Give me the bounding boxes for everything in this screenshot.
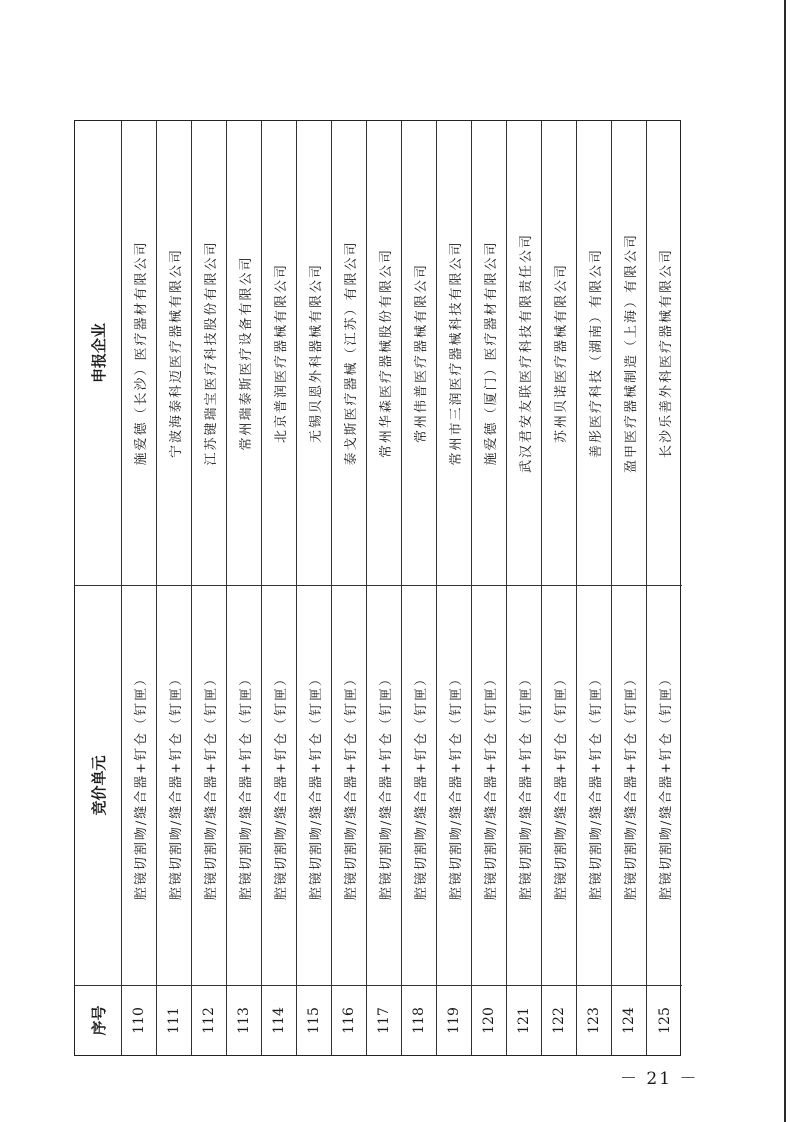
cell-serial-no: 112 — [192, 985, 226, 1055]
cell-company: 常州伟普医疗器械有限公司 — [413, 263, 429, 444]
cell-company: 江苏键瑞宝医疗科技股份有限公司 — [203, 240, 219, 466]
cell-serial-no: 117 — [367, 985, 401, 1055]
cell-bid-unit: 腔镜切割吻/缝合器+钉仓（钉匣） — [157, 585, 191, 985]
page-number: － 21 － — [620, 1069, 699, 1089]
cell-bid-unit: 腔镜切割吻/缝合器+钉仓（钉匣） — [577, 585, 611, 985]
table-row — [647, 121, 682, 1055]
cell-bid-unit: 腔镜切割吻/缝合器+钉仓（钉匣） — [542, 585, 576, 985]
table-row — [437, 121, 472, 1055]
cell-serial-no: 110 — [122, 985, 156, 1055]
table-row — [192, 121, 227, 1055]
table-header-row — [75, 121, 122, 1055]
cell-company: 泰戈斯医疗器械（江苏）有限公司 — [343, 240, 359, 466]
table-row — [332, 121, 367, 1055]
cell-bid-unit: 腔镜切割吻/缝合器+钉仓（钉匣） — [297, 585, 331, 985]
table-row — [507, 121, 542, 1055]
cell-serial-no: 123 — [577, 985, 611, 1055]
cell-serial-no: 124 — [612, 985, 646, 1055]
cell-serial-no: 122 — [542, 985, 576, 1055]
cell-bid-unit: 腔镜切割吻/缝合器+钉仓（钉匣） — [192, 585, 226, 985]
cell-company: 苏州贝诺医疗器械有限公司 — [553, 263, 569, 444]
cell-company: 善彤医疗科技（湖南）有限公司 — [588, 248, 604, 459]
cell-serial-no: 115 — [297, 985, 331, 1055]
cell-bid-unit: 腔镜切割吻/缝合器+钉仓（钉匣） — [647, 585, 682, 985]
table-row — [472, 121, 507, 1055]
table-row — [297, 121, 332, 1055]
cell-bid-unit: 腔镜切割吻/缝合器+钉仓（钉匣） — [227, 585, 261, 985]
header-company: 申报企业 — [89, 323, 108, 384]
cell-company: 施爱德（长沙）医疗器材有限公司 — [133, 240, 149, 466]
cell-company: 施爱德（厦门）医疗器材有限公司 — [483, 240, 499, 466]
cell-bid-unit: 腔镜切割吻/缝合器+钉仓（钉匣） — [437, 585, 471, 985]
cell-bid-unit: 腔镜切割吻/缝合器+钉仓（钉匣） — [507, 585, 541, 985]
table-row — [612, 121, 647, 1055]
table-row — [262, 121, 297, 1055]
header-bid-unit: 竞价单元 — [75, 585, 121, 985]
cell-bid-unit: 腔镜切割吻/缝合器+钉仓（钉匣） — [367, 585, 401, 985]
cell-company: 北京普润医疗器械有限公司 — [273, 263, 289, 444]
cell-company: 常州瑞泰斯医疗设备有限公司 — [238, 255, 254, 451]
table-row — [402, 121, 437, 1055]
cell-serial-no: 120 — [472, 985, 506, 1055]
cell-company: 盈甲医疗器械制造（上海）有限公司 — [623, 233, 639, 474]
margin-rule — [784, 0, 786, 1122]
cell-serial-no: 121 — [507, 985, 541, 1055]
cell-bid-unit: 腔镜切割吻/缝合器+钉仓（钉匣） — [612, 585, 646, 985]
table-row — [542, 121, 577, 1055]
cell-company: 长沙乐善外科医疗器械有限公司 — [659, 248, 674, 459]
bidding-table — [74, 120, 681, 1056]
header-serial-no: 序号 — [75, 985, 121, 1055]
cell-bid-unit: 腔镜切割吻/缝合器+钉仓（钉匣） — [122, 585, 156, 985]
cell-bid-unit: 腔镜切割吻/缝合器+钉仓（钉匣） — [332, 585, 366, 985]
cell-serial-no: 118 — [402, 985, 436, 1055]
cell-company: 无锡贝恩外科器械有限公司 — [308, 263, 324, 444]
cell-bid-unit: 腔镜切割吻/缝合器+钉仓（钉匣） — [262, 585, 296, 985]
cell-serial-no: 116 — [332, 985, 366, 1055]
cell-serial-no: 125 — [647, 985, 682, 1055]
table-row — [157, 121, 192, 1055]
cell-company: 常州市三润医疗器械科技有限公司 — [448, 240, 464, 466]
cell-serial-no: 114 — [262, 985, 296, 1055]
cell-bid-unit: 腔镜切割吻/缝合器+钉仓（钉匣） — [472, 585, 506, 985]
table-row — [577, 121, 612, 1055]
cell-company: 常州华森医疗器械股份有限公司 — [378, 248, 394, 459]
table-row — [227, 121, 262, 1055]
cell-company: 武汉君安友联医疗科技有限责任公司 — [518, 233, 534, 474]
cell-serial-no: 111 — [157, 985, 191, 1055]
cell-serial-no: 119 — [437, 985, 471, 1055]
table-row — [367, 121, 402, 1055]
cell-serial-no: 113 — [227, 985, 261, 1055]
table-row — [122, 121, 157, 1055]
cell-company: 宁波海泰科迈医疗器械有限公司 — [168, 248, 184, 459]
cell-bid-unit: 腔镜切割吻/缝合器+钉仓（钉匣） — [402, 585, 436, 985]
